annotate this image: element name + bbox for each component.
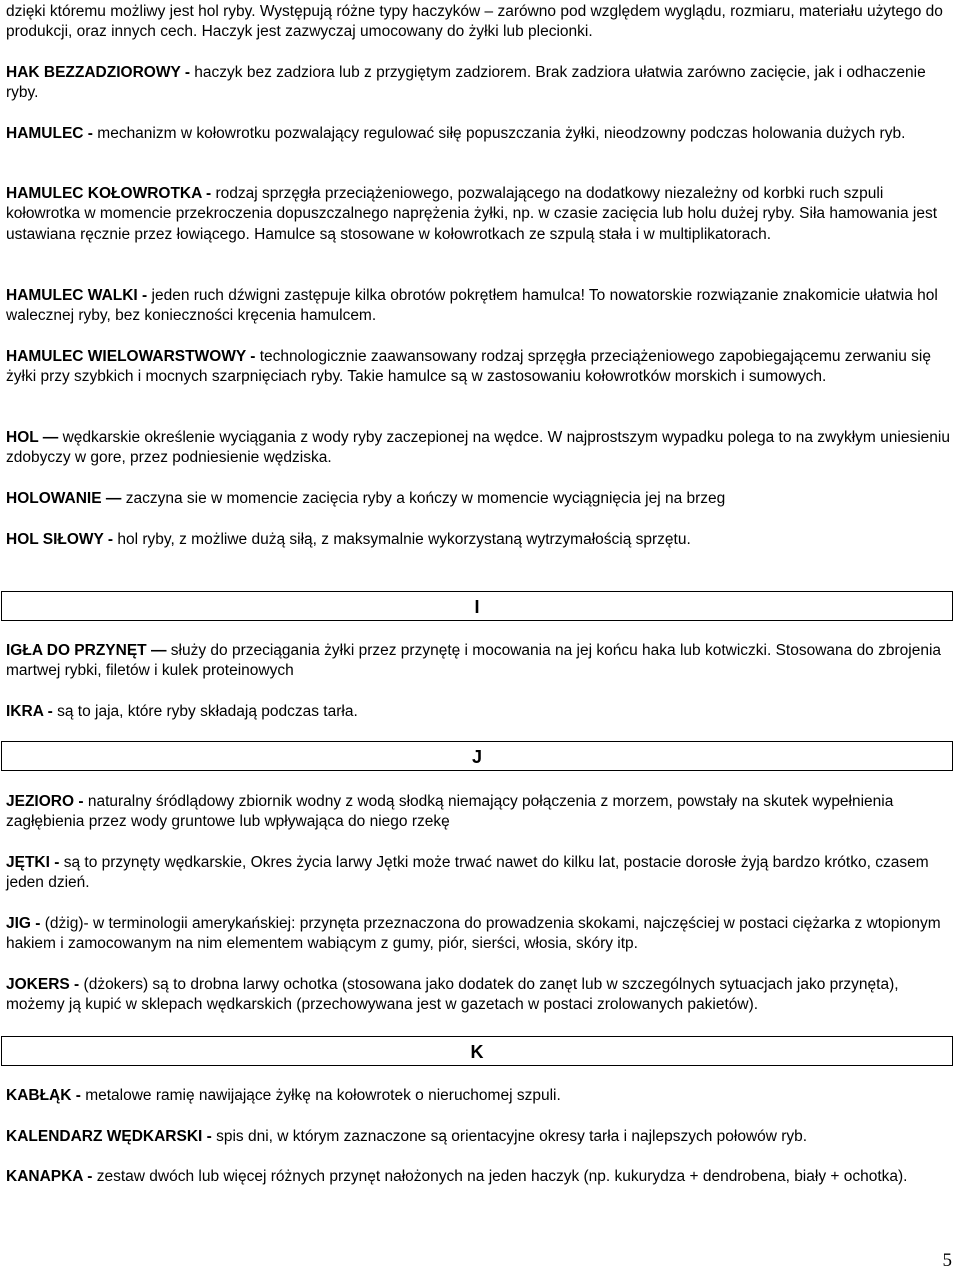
entry-definition: (dżokers) są to drobna larwy ochotka (stosowana jako dodatek do zanęt lub w szczególnych sytuacjach jako przynęta), możemy ją kupić w sklepach wędkarskich (przechowywana jest w gazetach w postaci zrolowanych pakietów).: [6, 976, 899, 1014]
entry-separator: -: [30, 915, 45, 932]
entry-definition: haczyk bez zadziora lub z przygiętym zadziorem. Brak zadziora ułatwia zarówno zacięcie, jak i odhaczenie ryby.: [6, 64, 926, 102]
section-letter-i: I: [1, 591, 953, 621]
entry-hol: [6, 428, 950, 469]
entry-term: HAK BEZZADZIOROWY: [6, 64, 181, 81]
entry-term: HAMULEC WIELOWARSTWOWY: [6, 348, 246, 365]
entry-holowanie: [6, 489, 950, 509]
entry-definition: (dżig)- w terminologii amerykańskiej: przynęta przeznaczona do prowadzenia skokami, najczęściej w postaci ciężarka z wtopionym hakiem i zamocowanym na nim elementem wabiącym z gumy, piór, sierści, włosia, skóry itp.: [6, 915, 941, 953]
entry-jetki: [6, 853, 950, 894]
entry-kanapka: [6, 1167, 950, 1187]
entry-kalendarz-wedkarski: [6, 1127, 950, 1147]
entry-definition: wędkarskie określenie wyciągania z wody ryby zaczepionej na wędce. W najprostszym wypadku polega to na zwykłym uniesieniu zdobyczy w gore, przez podniesienie wędziska.: [6, 429, 950, 467]
entry-ikra: [6, 702, 950, 722]
entry-definition: naturalny śródlądowy zbiornik wodny z wodą słodką niemający połączenia z morzem, powstały na skutek wypełnienia zagłębienia przez wody gruntowe lub wpływająca do niego rzekę: [6, 793, 894, 831]
entry-term: KALENDARZ WĘDKARSKI: [6, 1128, 203, 1145]
entry-definition: metalowe ramię nawijające żyłkę na kołowrotek o nieruchomej szpuli.: [85, 1087, 561, 1104]
entry-term: HAMULEC WALKI: [6, 287, 138, 304]
entry-definition: są to jaja, które ryby składają podczas tarła.: [57, 703, 358, 720]
entry-term: HAMULEC KOŁOWROTKA: [6, 185, 202, 202]
entry-hamulec-walki: [6, 286, 950, 327]
entry-kablak: [6, 1086, 950, 1106]
entry-separator: -: [82, 1168, 97, 1185]
entry-hamulec-kolowrotka: [6, 184, 950, 245]
entry-definition: zaczyna sie w momencie zacięcia ryby a kończy w momencie wyciągnięcia jej na brzeg: [125, 490, 726, 507]
entry-separator: -: [245, 348, 260, 365]
entry-term: HAMULEC: [6, 125, 84, 142]
entry-separator: -: [103, 531, 118, 548]
entry-igla-do-przynet: [6, 641, 950, 682]
entry-hol-silowy: [6, 530, 950, 550]
entry-definition: służy do przeciągania żyłki przez przynętę i mocowania na jej końcu haka lub kotwiczki. Stosowana do zbrojenia martwej rybki, filetów i kulek proteinowych: [6, 642, 942, 680]
entry-term: KABŁĄK: [6, 1087, 72, 1104]
entry-definition: dzięki któremu możliwy jest hol ryby. Występują różne typy haczyków – zarówno pod względem wyglądu, rozmiaru, materiału użytego do produkcji, oraz innych cech. Haczyk jest zazwyczaj umocowany do żyłki lub plecionki.: [6, 3, 943, 41]
entry-separator: -: [71, 1087, 86, 1104]
entry-separator: -: [74, 793, 88, 810]
entry-term: IKRA: [6, 703, 44, 720]
entry-term: KANAPKA: [6, 1168, 83, 1185]
section-letter-k: K: [1, 1036, 953, 1066]
page-number: 5: [942, 1250, 952, 1271]
entry-separator: —: [101, 490, 126, 507]
entry-definition: zestaw dwóch lub więcej różnych przynęt nałożonych na jeden haczyk (np. kukurydza + dendrobena, biały + ochotka).: [96, 1168, 908, 1185]
entry-term: IGŁA DO PRZYNĘT: [6, 642, 147, 659]
entry-jokers: [6, 975, 950, 1016]
entry-hamulec-wielowarstwowy: [6, 347, 950, 388]
entry-separator: —: [146, 642, 171, 659]
entry-separator: -: [180, 64, 195, 81]
entry-definition: spis dni, w którym zaznaczone są orientacyjne okresy tarła i najlepszych połowów ryb.: [216, 1128, 808, 1145]
entry-separator: -: [69, 976, 84, 993]
entry-definition: mechanizm w kołowrotku pozwalający regulować siłę popuszczania żyłki, nieodzowny podczas holowania dużych ryb.: [97, 125, 906, 142]
entry-definition: technologicznie zaawansowany rodzaj sprzęgła przeciążeniowego zapobiegającemu zerwaniu się żyłki przy szybkich i mocnych szarpnięciach ryby. Takie hamulce są w zastosowaniu kołowrotków morskich i sumowych.: [6, 348, 931, 386]
entry-jig: [6, 914, 950, 955]
entry-hamulec: [6, 124, 950, 144]
entry-separator: —: [38, 429, 63, 446]
section-letter-j: J: [1, 741, 953, 771]
entry-separator: -: [202, 1128, 217, 1145]
entry-term: JOKERS: [6, 976, 70, 993]
entry-separator: -: [201, 185, 216, 202]
entry-term: HOL SIŁOWY: [6, 531, 104, 548]
entry-definition: są to przynęty wędkarskie, Okres życia larwy Jętki może trwać nawet do kilku lat, postacie dorosłe żyją bardzo krótko, czasem jeden dzień.: [6, 854, 929, 892]
entry-hak-continuation: [6, 2, 950, 43]
entry-term: HOL: [6, 429, 39, 446]
entry-separator: -: [49, 854, 64, 871]
entry-definition: hol ryby, z możliwe dużą siłą, z maksymalnie wykorzystaną wytrzymałością sprzętu.: [117, 531, 691, 548]
entry-definition: rodzaj sprzęgła przeciążeniowego, pozwalającego na dodatkowy niezależny od korbki ruch szpuli kołowrotka w momencie przekroczenia dopuszczalnego naprężenia żyłki, np. w czasie zacięcia lub holu dużej ryby. Siła hamowania jest ustawiana ręcznie przez łowiącego. Hamulce są stosowane w kołowrotkach ze szpulą stała i w multiplikatorach.: [6, 185, 938, 243]
entry-separator: -: [83, 125, 98, 142]
entry-term: JEZIORO: [6, 793, 75, 810]
entry-hak-bezzadziorowy: [6, 63, 950, 104]
entry-jezioro: [6, 792, 950, 833]
entry-separator: -: [43, 703, 58, 720]
entry-separator: -: [137, 287, 152, 304]
entry-term: JIG: [6, 915, 31, 932]
entry-term: JĘTKI: [6, 854, 50, 871]
entry-term: HOLOWANIE: [6, 490, 102, 507]
entry-definition: jeden ruch dźwigni zastępuje kilka obrotów pokrętłem hamulca! To nowatorskie rozwiązanie znakomicie ułatwia hol walecznej ryby, bez konieczności kręcenia hamulcem.: [6, 287, 938, 325]
